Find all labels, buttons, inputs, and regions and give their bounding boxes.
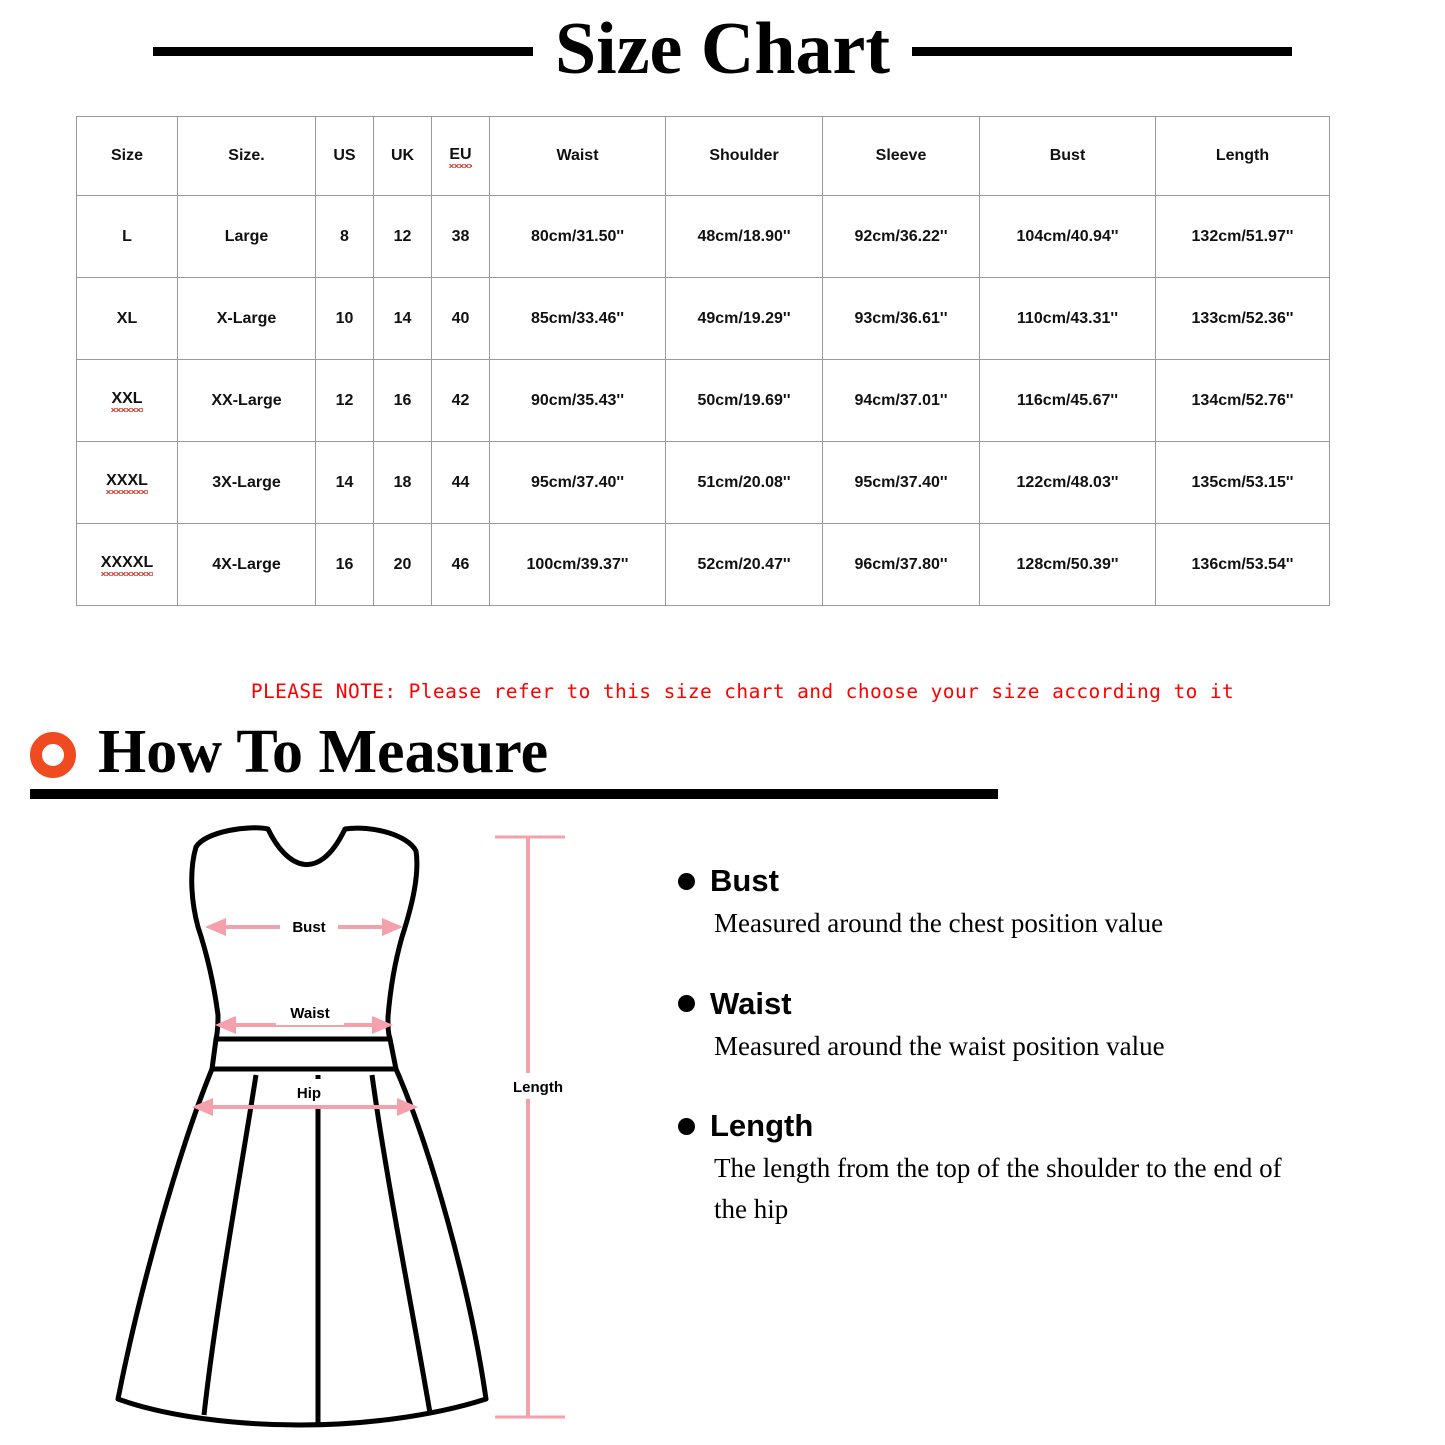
column-header-waist: Waist	[490, 117, 666, 196]
cell-eu: 46	[432, 524, 490, 606]
dress-diagram	[0, 817, 660, 1442]
cell-length: 133cm/52.36''	[1156, 278, 1330, 360]
cell-bust: 116cm/45.67''	[980, 360, 1156, 442]
size-chart-table-wrapper	[76, 116, 1369, 606]
cell-size: L	[77, 196, 178, 278]
cell-shoulder: 52cm/20.47''	[666, 524, 823, 606]
column-header-bust: Bust	[980, 117, 1156, 196]
definition-length-term: Length	[710, 1108, 814, 1143]
column-header-size: Size	[77, 117, 178, 196]
cell-bust: 128cm/50.39''	[980, 524, 1156, 606]
measure-definitions	[660, 817, 1445, 1442]
cell-sleeve: 95cm/37.40''	[823, 442, 980, 524]
cell-uk: 16	[374, 360, 432, 442]
column-header-sleeve: Sleeve	[823, 117, 980, 196]
cell-waist: 80cm/31.50''	[490, 196, 666, 278]
page-title: Size Chart	[555, 8, 890, 90]
cell-us: 12	[316, 360, 374, 442]
column-header-uk: UK	[374, 117, 432, 196]
cell-length: 136cm/53.54''	[1156, 524, 1330, 606]
bullet-icon	[678, 1118, 695, 1135]
cell-size-name: X-Large	[178, 278, 316, 360]
cell-sleeve: 94cm/37.01''	[823, 360, 980, 442]
page-title-row	[0, 0, 1445, 90]
how-to-measure-heading	[30, 718, 1445, 786]
cell-length: 132cm/51.97''	[1156, 196, 1330, 278]
cell-size: XL	[77, 278, 178, 360]
how-to-measure-rule	[30, 789, 998, 799]
cell-size	[77, 360, 178, 442]
table-header-row	[77, 117, 1330, 196]
title-rule-right	[912, 47, 1292, 56]
cell-size-text: XXXXL	[101, 554, 153, 575]
cell-uk: 18	[374, 442, 432, 524]
cell-us: 8	[316, 196, 374, 278]
cell-us: 16	[316, 524, 374, 606]
cell-shoulder: 50cm/19.69''	[666, 360, 823, 442]
column-header-eu	[432, 117, 490, 196]
cell-size-name: 3X-Large	[178, 442, 316, 524]
bust-label: Bust	[292, 919, 326, 936]
cell-eu: 42	[432, 360, 490, 442]
dress-diagram-svg	[0, 817, 660, 1437]
definition-waist	[678, 986, 1445, 1067]
definition-bust-term: Bust	[710, 863, 779, 898]
definition-bust	[678, 863, 1445, 944]
cell-bust: 104cm/40.94''	[980, 196, 1156, 278]
length-label: Length	[513, 1079, 563, 1096]
circle-bullet-icon	[30, 732, 76, 778]
cell-waist: 85cm/33.46''	[490, 278, 666, 360]
column-header-shoulder: Shoulder	[666, 117, 823, 196]
column-header-eu-text: EU	[449, 146, 471, 167]
cell-size-name: XX-Large	[178, 360, 316, 442]
cell-us: 14	[316, 442, 374, 524]
cell-shoulder: 48cm/18.90''	[666, 196, 823, 278]
definition-bust-title-row	[678, 863, 1445, 899]
measure-body	[0, 817, 1445, 1442]
cell-sleeve: 92cm/36.22''	[823, 196, 980, 278]
cell-eu: 40	[432, 278, 490, 360]
table-row	[77, 196, 1330, 278]
cell-size-text: XXL	[111, 390, 142, 411]
table-row	[77, 442, 1330, 524]
hip-label: Hip	[296, 1085, 322, 1102]
cell-uk: 20	[374, 524, 432, 606]
cell-waist: 100cm/39.37''	[490, 524, 666, 606]
cell-bust: 122cm/48.03''	[980, 442, 1156, 524]
cell-length: 134cm/52.76''	[1156, 360, 1330, 442]
how-to-measure-title: How To Measure	[98, 718, 549, 786]
cell-eu: 38	[432, 196, 490, 278]
column-header-us: US	[316, 117, 374, 196]
cell-size-name: 4X-Large	[178, 524, 316, 606]
definition-length	[678, 1108, 1445, 1229]
definition-length-desc: The length from the top of the shoulder to the end of the hip	[714, 1153, 1282, 1224]
cell-sleeve: 96cm/37.80''	[823, 524, 980, 606]
definition-waist-desc: Measured around the waist position value	[714, 1030, 1165, 1061]
cell-size	[77, 442, 178, 524]
definition-waist-term: Waist	[710, 985, 792, 1021]
cell-size	[77, 524, 178, 606]
cell-uk: 14	[374, 278, 432, 360]
size-chart-table	[76, 116, 1330, 606]
waist-label: Waist	[290, 1005, 330, 1022]
column-header-length: Length	[1156, 117, 1330, 196]
definition-bust-desc: Measured around the chest position value	[714, 908, 1164, 938]
title-rule-left	[153, 47, 533, 56]
table-row	[77, 524, 1330, 606]
please-note-text: PLEASE NOTE: Please refer to this size chart and choose your size according to it	[250, 680, 1235, 703]
bullet-icon	[678, 873, 695, 890]
cell-sleeve: 93cm/36.61''	[823, 278, 980, 360]
cell-eu: 44	[432, 442, 490, 524]
cell-waist: 90cm/35.43''	[490, 360, 666, 442]
cell-shoulder: 51cm/20.08''	[666, 442, 823, 524]
bullet-icon	[678, 995, 695, 1012]
table-row	[77, 360, 1330, 442]
definition-waist-title-row	[678, 986, 1445, 1022]
cell-us: 10	[316, 278, 374, 360]
cell-size-name: Large	[178, 196, 316, 278]
column-header-size-name: Size.	[178, 117, 316, 196]
cell-size-text: XXXL	[106, 472, 148, 493]
cell-uk: 12	[374, 196, 432, 278]
cell-waist: 95cm/37.40''	[490, 442, 666, 524]
cell-bust: 110cm/43.31''	[980, 278, 1156, 360]
table-row	[77, 278, 1330, 360]
definition-length-title-row	[678, 1108, 1445, 1144]
cell-length: 135cm/53.15''	[1156, 442, 1330, 524]
cell-shoulder: 49cm/19.29''	[666, 278, 823, 360]
